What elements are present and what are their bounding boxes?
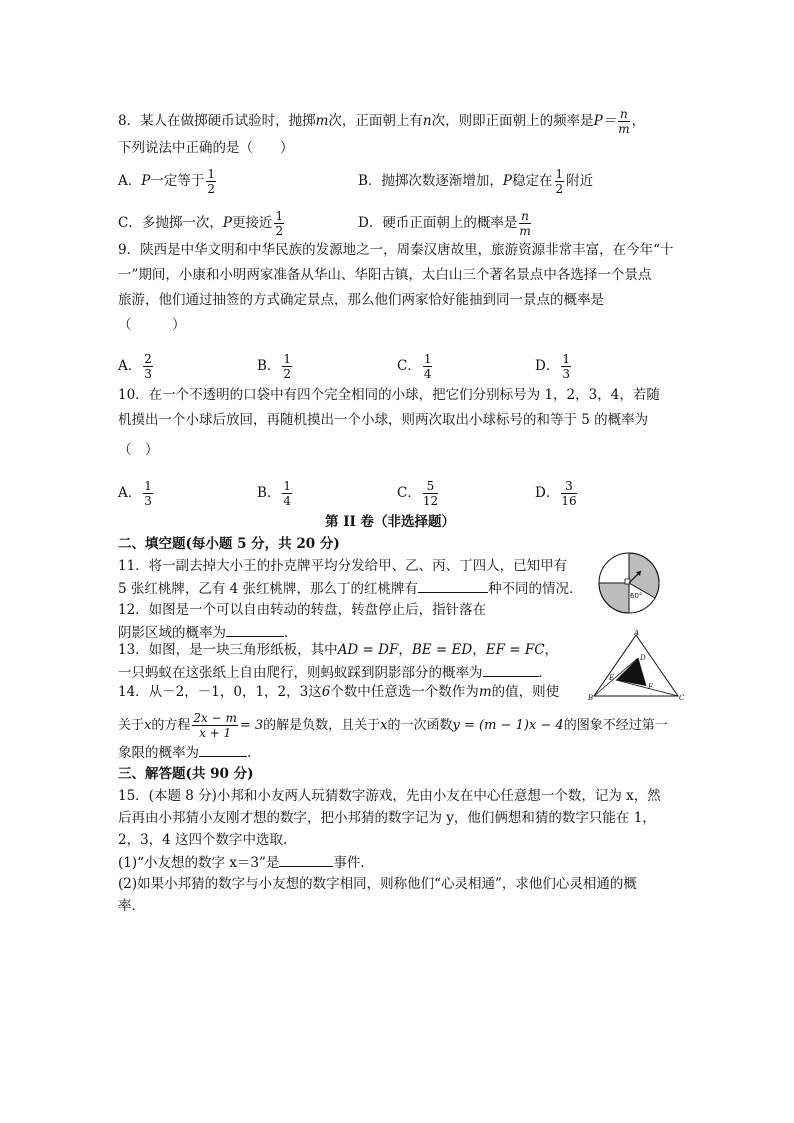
q14-var-m: m bbox=[478, 684, 492, 700]
q8-opt-b-p: P bbox=[502, 173, 513, 189]
frac-num: 2x − m bbox=[193, 711, 237, 725]
option-label: A． bbox=[118, 358, 142, 374]
sep: ， bbox=[472, 642, 486, 658]
q10-line1: 10．在一个不透明的口袋中有四个完全相同的小球，把它们分别标号为 1，2，3，4，若随 bbox=[118, 387, 660, 403]
sep: ， bbox=[544, 642, 559, 658]
frac-num: 1 bbox=[283, 352, 292, 366]
q14-line3 bbox=[118, 742, 261, 763]
frac-num: 1 bbox=[207, 167, 215, 181]
q12-line1: 12．如图是一个可以自由转动的转盘，转盘停止后，指针落在 bbox=[118, 602, 487, 618]
q14-text-b: 个数中任意选一个数作为 bbox=[330, 684, 479, 700]
frac-num: 1 bbox=[283, 479, 292, 493]
q8-option-b bbox=[358, 168, 593, 195]
option-frac bbox=[282, 353, 292, 380]
q12-text-a: 阴影区域的概率为 bbox=[118, 625, 226, 641]
q8-p-eq: P＝ bbox=[593, 113, 617, 129]
shaded-triangle bbox=[616, 658, 646, 686]
q13-eq-be-ed: BE = ED bbox=[411, 642, 473, 658]
q14-text-e: 的图象不经过第一 bbox=[563, 718, 668, 733]
frac-den: 2 bbox=[207, 182, 215, 196]
option-label: D． bbox=[535, 485, 560, 501]
q8-text-end: ， bbox=[631, 113, 646, 129]
q11-line2 bbox=[118, 578, 583, 599]
q13-answer-blank[interactable] bbox=[483, 662, 539, 677]
label-b: B bbox=[588, 694, 594, 702]
option-frac bbox=[561, 480, 576, 507]
label-e: E bbox=[609, 674, 615, 682]
q14-text-d: 的一次函数 bbox=[387, 718, 453, 733]
frac-num: 3 bbox=[561, 480, 576, 494]
q14-text-b: ． bbox=[247, 745, 261, 761]
q8-var-m: m bbox=[315, 113, 329, 129]
q10-option-d bbox=[535, 480, 579, 507]
q8-opt-c-frac bbox=[274, 210, 284, 237]
q13-eq-ef-fc: EF = FC bbox=[485, 642, 545, 658]
q8-option-c bbox=[118, 210, 286, 237]
q15-part1-blank[interactable] bbox=[279, 852, 333, 867]
frac-den: 12 bbox=[422, 494, 439, 508]
fill-in-header: 二、填空题(每小题 5 分，共 20 分) bbox=[118, 536, 340, 552]
q10-option-a bbox=[118, 480, 155, 507]
q11-line1: 11．将一副去掉大小王的扑克牌平均分发给甲、乙、丙、丁四人，已知甲有 bbox=[118, 558, 568, 574]
q8-opt-a-frac bbox=[206, 168, 216, 195]
q8-line1 bbox=[118, 108, 645, 135]
q13-text-b: ． bbox=[538, 665, 552, 681]
option-frac bbox=[143, 353, 153, 380]
q14-linear-function: y = (m − 1)x − 4 bbox=[452, 718, 564, 733]
q8-text-c: 次，则即正面朝上的频率是 bbox=[431, 113, 594, 129]
spinner-angle-label: 60° bbox=[630, 592, 643, 600]
q14-eq-rhs: = 3 bbox=[239, 718, 264, 733]
q8-option-a bbox=[118, 168, 218, 195]
spinner-figure bbox=[596, 550, 662, 616]
q14-text-a: 象限的概率为 bbox=[118, 745, 199, 761]
q10-paren: （ ） bbox=[118, 442, 159, 458]
option-frac bbox=[423, 480, 438, 507]
q8-opt-d-text: D．硬币正面朝上的概率是 bbox=[358, 215, 518, 231]
q14-text-b: 的方程 bbox=[151, 718, 191, 733]
q9-option-d bbox=[535, 353, 573, 380]
q13-line1 bbox=[118, 640, 558, 660]
frac-num: 1 bbox=[562, 352, 570, 366]
option-label: C． bbox=[397, 485, 421, 501]
label-c: C bbox=[679, 694, 685, 702]
option-frac bbox=[561, 353, 571, 380]
frac-den: 3 bbox=[562, 367, 570, 381]
frac-num: 2 bbox=[144, 352, 152, 366]
frac-den: x + 1 bbox=[199, 726, 232, 740]
q14-text-a: 关于 bbox=[118, 718, 145, 733]
option-label: C． bbox=[397, 358, 421, 374]
frac-den: 16 bbox=[561, 494, 577, 508]
q9-line1: 9．陕西是中华文明和中华民族的发源地之一，周秦汉唐故里，旅游资源非常丰富，在今年“十 bbox=[118, 242, 674, 258]
q8-opt-b-text: 稳定在 bbox=[512, 173, 553, 189]
frac-num: 1 bbox=[423, 352, 432, 366]
q12-answer-blank[interactable] bbox=[226, 622, 284, 637]
frac-den: 2 bbox=[555, 182, 564, 196]
q8-opt-c-text: 更接近 bbox=[231, 215, 273, 231]
label-f: F bbox=[648, 683, 653, 691]
section-2-title: 第 II 卷（非选择题） bbox=[325, 514, 456, 530]
label-a: A bbox=[634, 630, 640, 637]
q15-part2-line1: (2)如果小邦猜的数字与小友想的数字相同，则称他们“心灵相通”，求他们心灵相通的概 bbox=[118, 876, 637, 892]
option-label: D． bbox=[535, 358, 560, 374]
q14-six: 6 bbox=[321, 684, 331, 700]
q8-opt-a-text: 一定等于 bbox=[150, 173, 205, 189]
q10-line2: 机摸出一个小球后放回，再随机摸出一个小球，则两次取出小球标号的和等于 5 的概率为 bbox=[118, 412, 649, 428]
q14-text-a: 14．从－2，－1，0，1，2，3这 bbox=[118, 684, 322, 700]
q8-option-d bbox=[358, 210, 533, 237]
q8-opt-d-frac bbox=[519, 210, 530, 237]
q8-fraction bbox=[618, 108, 629, 135]
q9-option-b bbox=[257, 353, 294, 380]
frac-den: m bbox=[519, 224, 531, 238]
q14-line1 bbox=[118, 682, 559, 702]
option-label: B． bbox=[257, 358, 281, 374]
frac-num: 1 bbox=[275, 209, 284, 223]
q8-opt-b-frac bbox=[555, 168, 565, 195]
q15-part1-text-b: 事件． bbox=[333, 855, 374, 871]
q15-part1 bbox=[118, 852, 374, 873]
q11-answer-blank[interactable] bbox=[418, 578, 488, 593]
q9-line3: 旅游，他们通过抽签的方式确定景点，那么他们两家恰好能抽到同一景点的概率是 bbox=[118, 292, 604, 308]
q10-option-b bbox=[257, 480, 294, 507]
q8-opt-a-p: P bbox=[141, 173, 151, 189]
q13-eq-ad-df: AD = DF bbox=[337, 642, 399, 658]
answer-header: 三、解答题(共 90 分) bbox=[118, 766, 254, 782]
option-label: A． bbox=[118, 485, 142, 501]
q10-option-c bbox=[397, 480, 440, 507]
q12-text-b: ． bbox=[284, 625, 298, 641]
q14-text-c: 的解是负数，且关于 bbox=[263, 718, 381, 733]
q15-line1: 15．(本题 8 分)小邦和小友两人玩猜数字游戏，先由小友在中心任意想一个数，记为 x，然 bbox=[118, 788, 661, 804]
q14-var-x2: x bbox=[380, 718, 388, 733]
q14-text-c: 的值，则使 bbox=[491, 684, 560, 700]
q13-text-a: 13．如图，是一块三角形纸板，其中 bbox=[118, 642, 338, 658]
option-frac bbox=[282, 480, 292, 507]
q15-part2-line2: 率． bbox=[118, 898, 145, 914]
q9-option-a bbox=[118, 353, 155, 380]
q8-frac-num: n bbox=[620, 107, 628, 121]
q9-line2: 一”期间，小康和小明两家准备从华山、华阳古镇，太白山三个著名景点中各选择一个景点 bbox=[118, 267, 652, 283]
q8-var-n: n bbox=[422, 113, 432, 129]
q14-var-x: x bbox=[144, 718, 152, 733]
label-d: D bbox=[640, 654, 646, 662]
q13-line2 bbox=[118, 662, 552, 683]
sep: ， bbox=[398, 642, 412, 658]
option-frac bbox=[423, 353, 433, 380]
frac-den: 2 bbox=[275, 224, 284, 238]
q13-text-a: 一只蚂蚁在这张纸上自由爬行，则蚂蚁踩到阴影部分的概率为 bbox=[118, 665, 483, 681]
q15-line3: 2，3，4 这四个数字中选取． bbox=[118, 832, 297, 848]
frac-den: 3 bbox=[144, 367, 152, 381]
q8-line2: 下列说法中正确的是（ ） bbox=[118, 140, 294, 156]
q14-line2 bbox=[118, 712, 668, 739]
q8-text-b: 次，正面朝上有 bbox=[328, 113, 423, 129]
q8-text-a: 8．某人在做掷硬币试验时，抛掷 bbox=[118, 113, 316, 129]
q15-line2: 后再由小邦猜小友刚才想的数字，把小邦猜的数字记为 y，他们俩想和猜的数字只能在 1， bbox=[118, 810, 656, 826]
q9-paren: （ ） bbox=[118, 317, 186, 333]
q8-opt-b-end: 附近 bbox=[566, 173, 594, 189]
option-frac bbox=[143, 480, 153, 507]
frac-num: 1 bbox=[555, 167, 564, 181]
option-label: B． bbox=[257, 485, 281, 501]
q8-opt-b-label: B．抛掷次数逐渐增加， bbox=[358, 173, 503, 189]
frac-num: 1 bbox=[144, 479, 152, 493]
triangle-figure bbox=[586, 630, 686, 702]
q8-opt-c-label: C．多抛掷一次， bbox=[118, 215, 223, 231]
frac-den: 2 bbox=[283, 367, 292, 381]
q8-frac-den: m bbox=[618, 122, 630, 136]
q8-opt-a-label: A． bbox=[118, 173, 142, 189]
q11-text-a: 5 张红桃牌，乙有 4 张红桃牌，那么丁的红桃牌有 bbox=[118, 581, 419, 597]
q11-text-b: 种不同的情况． bbox=[488, 581, 583, 597]
q15-part1-text-a: (1)“小友想的数字 x＝3”是 bbox=[118, 855, 280, 871]
frac-num: 5 bbox=[423, 480, 438, 494]
q9-option-c bbox=[397, 353, 434, 380]
frac-den: 4 bbox=[423, 367, 432, 381]
frac-den: 4 bbox=[283, 494, 292, 508]
frac-den: 3 bbox=[144, 494, 152, 508]
q14-answer-blank[interactable] bbox=[199, 742, 247, 757]
q14-equation-frac bbox=[192, 712, 237, 739]
frac-num: n bbox=[521, 209, 529, 223]
q8-opt-c-p: P bbox=[222, 215, 232, 231]
